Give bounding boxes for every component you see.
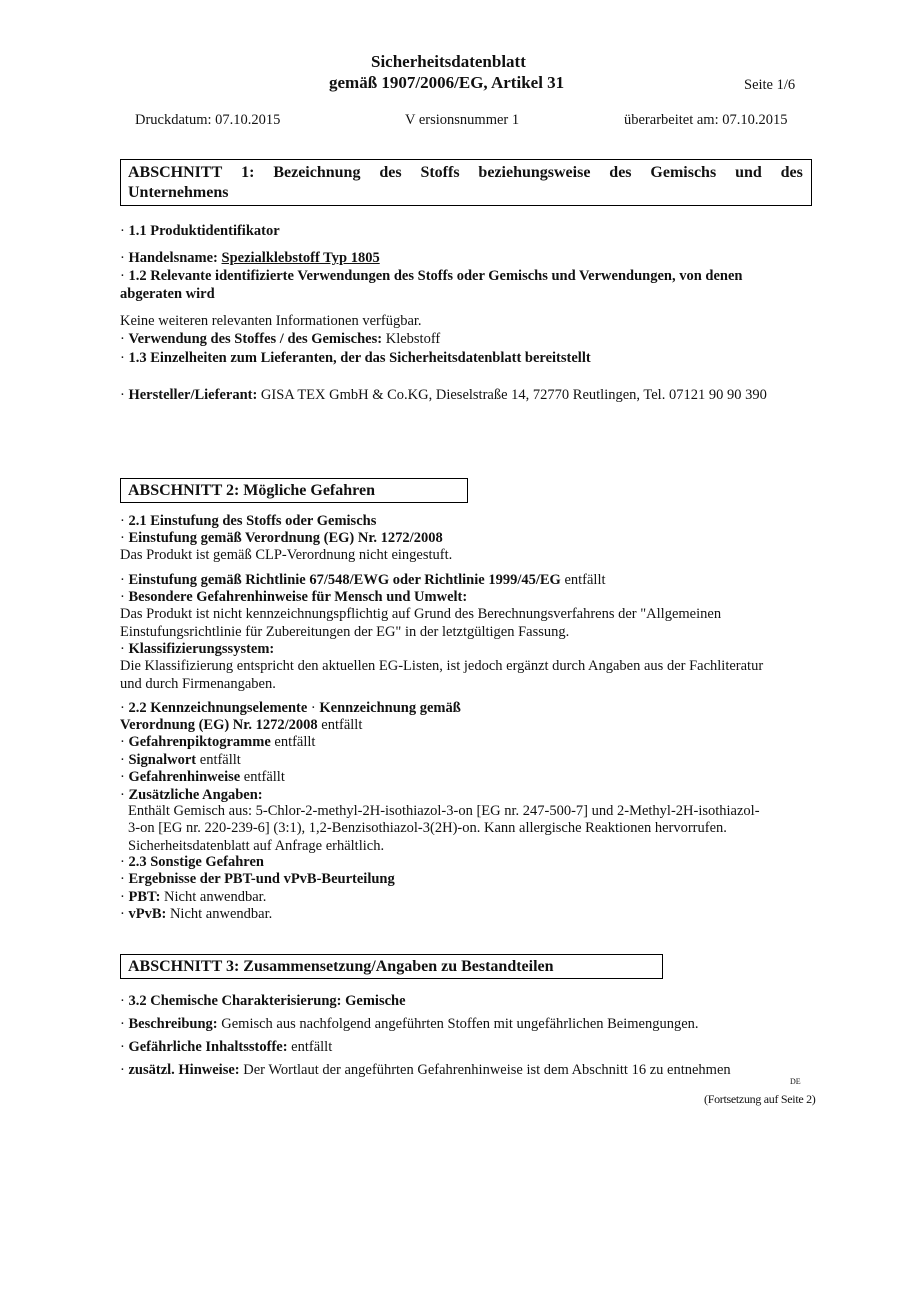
dangerous-components-line: · Gefährliche Inhaltsstoffe: entfällt [120, 1039, 333, 1055]
classification-system-text-1: Die Klassifizierung entspricht den aktuellen EG-Listen, ist jedoch ergänzt durch Angaben aus der Fachliteratur [120, 658, 764, 674]
additional-notes-line: · zusätzl. Hinweise: Der Wortlaut der angeführten Gefahrenhinweise ist dem Abschnitt 16 zu entnehmen [120, 1062, 731, 1078]
other-hazards-line: · 2.3 Sonstige Gefahren [120, 854, 264, 870]
heading-word: des [780, 164, 803, 181]
supplier-details-label: 1.3 Einzelheiten zum Lieferanten, der das Sicherheitsdatenblatt bereitstellt [128, 350, 591, 366]
regulation-line [120, 716, 362, 734]
classification-heading: · 2.1 Einstufung des Stoffs oder Gemischs [120, 513, 377, 529]
clp-label: Einstufung gemäß Verordnung (EG) Nr. 1272/2008 [128, 530, 443, 546]
supplier-label: Hersteller/Lieferant: [128, 387, 258, 403]
additional-info-text-1: Enthält Gemisch aus: 5-Chlor-2-methyl-2H-isothiazol-3-on [EG nr. 247-500-7] und 2-Methyl-2H-isothiazol- [128, 803, 760, 819]
special-hazards-text-1: Das Produkt ist nicht kennzeichnungspflichtig auf Grund des Berechnungsverfahrens der "Allgemeinen [120, 606, 722, 622]
directive-line: · Einstufung gemäß Richtlinie 67/548/EWG oder Richtlinie 1999/45/EG entfällt [120, 572, 606, 588]
relevant-uses-heading: 1.2 Relevante identifizierte Verwendungen des Stoffs oder Gemischs und Verwendungen, von denen [128, 268, 743, 284]
usage-line: · Verwendung des Stoffes / des Gemisches: Klebstoff [120, 331, 441, 347]
classification-system-label: Klassifizierungssystem: [128, 641, 275, 657]
pbt-results-line: · Ergebnisse der PBT-und vPvB-Beurteilung [120, 871, 395, 887]
heading-word: Stoffs [420, 164, 460, 181]
pbt-value: Nicht anwendbar. [164, 889, 267, 905]
special-hazards-text-2: Einstufungsrichtlinie für Zubereitungen der EG" in der letztgültigen Fassung. [120, 624, 570, 640]
clp-line: · Einstufung gemäß Verordnung (EG) Nr. 1272/2008 [120, 530, 443, 546]
special-hazards-label: Besondere Gefahrenhinweise für Mensch und Umwelt: [128, 589, 468, 605]
product-identifier-heading: · 1.1 Produktidentifikator [120, 223, 280, 239]
continuation-note: (Fortsetzung auf Seite 2) [704, 1092, 816, 1106]
label-elements-line: · 2.2 Kennzeichnungselemente · Kennzeichnung gemäß [120, 700, 461, 716]
additional-notes-value: Der Wortlaut der angeführten Gefahrenhinweise ist dem Abschnitt 16 zu entnehmen [243, 1062, 731, 1078]
directive-label: Einstufung gemäß Richtlinie 67/548/EWG oder Richtlinie 1999/45/EG [128, 572, 561, 588]
signal-word-label: Signalwort [128, 752, 197, 768]
trade-name-line: · Handelsname: Spezialklebstoff Typ 1805 [120, 250, 380, 266]
additional-info-line: · Zusätzliche Angaben: [120, 787, 263, 803]
relevant-uses-line1: · 1.2 Relevante identifizierte Verwendungen des Stoffs oder Gemischs und Verwendungen, von denen [120, 268, 743, 284]
trade-name-label: Handelsname: [128, 250, 218, 266]
heading-word: 1: [241, 164, 255, 181]
chemical-characterization-label: 3.2 Chemische Charakterisierung: Gemische [128, 993, 406, 1009]
pictograms-value: entfällt [274, 734, 316, 750]
document-title: Sicherheitsdatenblatt [371, 52, 526, 71]
description-value: Gemisch aus nachfolgend angeführten Stoffen mit ungefährlichen Beimengungen. [221, 1016, 699, 1032]
additional-info-text-2: 3-on [EG nr. 220-239-6] (3:1), 1,2-Benzisothiazol-3(2H)-on. Kann allergische Reaktionen hervorrufen. [128, 820, 727, 836]
pbt-label: PBT: [128, 889, 161, 905]
description-line: · Beschreibung: Gemisch aus nachfolgend angeführten Stoffen mit ungefährlichen Beimengungen. [120, 1016, 699, 1032]
pictograms-line: · Gefahrenpiktogramme entfällt [120, 734, 316, 750]
additional-info-label: Zusätzliche Angaben: [128, 787, 263, 803]
trade-name-text: Spezialklebstoff Typ 1805 [221, 250, 380, 266]
heading-word: ABSCHNITT [128, 164, 223, 181]
regulation-label: Verordnung (EG) Nr. 1272/2008 [120, 717, 318, 733]
additional-notes-label: zusätzl. Hinweise: [128, 1062, 240, 1078]
hazard-statements-label: Gefahrenhinweise [128, 769, 241, 785]
directive-value: entfällt [564, 572, 606, 588]
pbt-results-label: Ergebnisse der PBT-und vPvB-Beurteilung [128, 871, 395, 887]
additional-info-text-3: Sicherheitsdatenblatt auf Anfrage erhältlich. [128, 838, 385, 854]
regulation-value: entfällt [321, 717, 363, 733]
vpvb-label: vPvB: [128, 906, 167, 922]
pictograms-label: Gefahrenpiktogramme [128, 734, 271, 750]
special-hazards-line: · Besondere Gefahrenhinweise für Mensch und Umwelt: [120, 589, 468, 605]
classification-label: 2.1 Einstufung des Stoffs oder Gemischs [128, 513, 377, 529]
section-1-heading-line2: Unternehmens [128, 184, 229, 201]
usage-label: Verwendung des Stoffes / des Gemisches: [128, 331, 383, 347]
usage-value: Klebstoff [385, 331, 441, 347]
description-label: Beschreibung: [128, 1016, 218, 1032]
no-further-info: Keine weiteren relevanten Informationen verfügbar. [120, 313, 422, 329]
heading-word: und [735, 164, 762, 181]
vpvb-line: · vPvB: Nicht anwendbar. [120, 906, 273, 922]
signal-word-line: · Signalwort entfällt [120, 752, 241, 768]
heading-word: Gemischs [650, 164, 717, 181]
section-3-heading: ABSCHNITT 3: Zusammensetzung/Angaben zu Bestandteilen [128, 958, 554, 975]
classification-system-text-2: und durch Firmenangaben. [120, 676, 276, 692]
dangerous-components-label: Gefährliche Inhaltsstoffe: [128, 1039, 288, 1055]
clp-text: Das Produkt ist gemäß CLP-Verordnung nicht eingestuft. [120, 547, 453, 563]
heading-word: des [609, 164, 632, 181]
heading-word: des [379, 164, 402, 181]
version-number: V ersionsnummer 1 [405, 112, 520, 128]
document-subtitle: gemäß 1907/2006/EG, Artikel 31 [329, 73, 565, 92]
vpvb-value: Nicht anwendbar. [169, 906, 273, 922]
heading-word: beziehungsweise [478, 164, 591, 181]
page-number: Seite 1/6 [744, 77, 796, 93]
supplier-details-heading: · 1.3 Einzelheiten zum Lieferanten, der das Sicherheitsdatenblatt bereitstellt [120, 350, 591, 366]
other-hazards-label: 2.3 Sonstige Gefahren [128, 854, 264, 870]
supplier-line: · Hersteller/Lieferant: GISA TEX GmbH & Co.KG, Dieselstraße 14, 72770 Reutlingen, Tel. 07121 90 90 390 [120, 387, 767, 403]
trade-name-value [222, 250, 380, 266]
labelling-label: Kennzeichnung gemäß [319, 700, 461, 716]
signal-word-value: entfällt [199, 752, 241, 768]
heading-word: Bezeichnung [273, 164, 361, 181]
revision-date: überarbeitet am: 07.10.2015 [624, 112, 788, 128]
section-2-heading: ABSCHNITT 2: Mögliche Gefahren [128, 482, 375, 499]
language-code: DE [790, 1077, 801, 1086]
classification-system-line: · Klassifizierungssystem: [120, 641, 275, 657]
section-1-heading [128, 163, 803, 183]
print-date: Druckdatum: 07.10.2015 [135, 112, 281, 128]
chemical-characterization-line: · 3.2 Chemische Charakterisierung: Gemische [120, 993, 406, 1009]
product-identifier-label: 1.1 Produktidentifikator [128, 223, 280, 239]
hazard-statements-line: · Gefahrenhinweise entfällt [120, 769, 285, 785]
pbt-line: · PBT: Nicht anwendbar. [120, 889, 267, 905]
label-elements-label: 2.2 Kennzeichnungselemente [128, 700, 308, 716]
supplier-value: GISA TEX GmbH & Co.KG, Dieselstraße 14, 72770 Reutlingen, Tel. 07121 90 90 390 [260, 387, 767, 403]
relevant-uses-line2: abgeraten wird [120, 286, 215, 302]
hazard-statements-value: entfällt [243, 769, 285, 785]
dangerous-components-value: entfällt [291, 1039, 333, 1055]
